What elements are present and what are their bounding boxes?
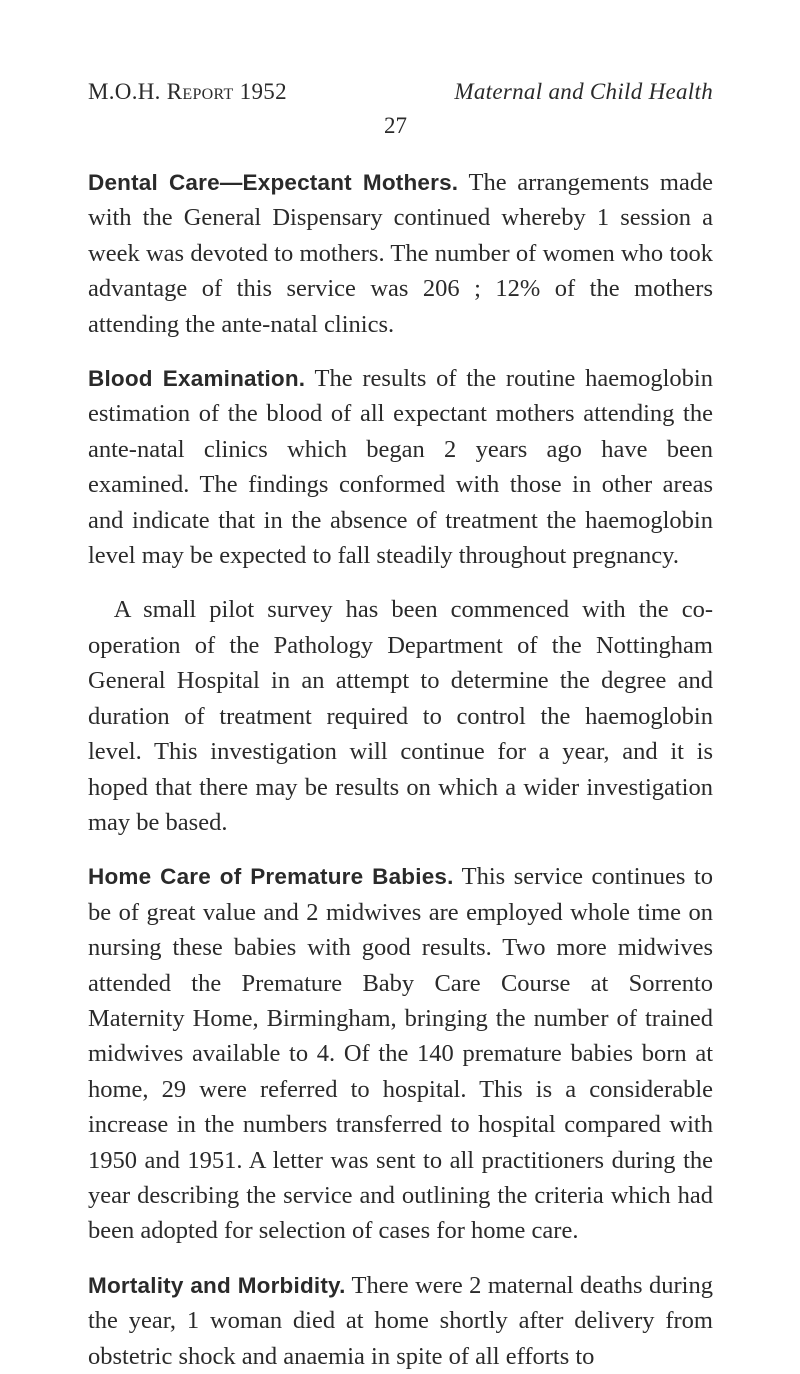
paragraph-text: There were 2 maternal deaths during the year, 1 woman died at home shortly after delivery from obstetric shock and anaemia in spite of all efforts to [88, 1271, 713, 1370]
heading-mortality-morbidity: Mortality and Morbidity. [88, 1272, 346, 1298]
paragraph-mortality-morbidity [88, 1268, 713, 1374]
heading-dental-care: Dental Care—Expectant Mothers. [88, 170, 459, 195]
paragraph-blood-examination [88, 361, 713, 573]
heading-blood-examination: Blood Examination. [88, 366, 306, 392]
document-page [88, 78, 713, 1374]
paragraph-text: A small pilot survey has been commenced with the co-operation of the Pathology Department of the Nottingham General Hospital in an attempt to determine the degree and duration of treatment required to control the haemoglobin level. This investigation will continue for a year, and it is hoped that there may be results on which a wider investigation may be based. [88, 596, 713, 836]
paragraph-text: The results of the routine haemoglobin estimation of the blood of all expectant mothers attending the ante-natal clinics which began 2 years ago have been examined. The findings conformed with those in other areas and indicate that in the absence of treatment the haemoglobin level may be expected to fall steadily throughout pregnancy. [88, 365, 713, 570]
section-title: Maternal and Child Health [454, 79, 713, 104]
paragraph-text: This service continues to be of great value and 2 midwives are employed whole time on nursing these babies with good results. Two more midwives attended the Premature Baby Care Course at Sorrento Maternity Home, Birmingham, bringing the number of trained midwives available to 4. Of the 140 premature babies born at home, 29 were referred to hospital. This is a considerable increase in the numbers transferred to hospital compared with 1950 and 1951. A letter was sent to all practitioners during the year describing the service and outlining the criteria which had been adopted for selection of cases for home care. [88, 863, 713, 1245]
report-title: M.O.H. Report 1952 [88, 79, 287, 104]
paragraph-premature-babies [88, 859, 713, 1248]
paragraph-dental-care [88, 165, 713, 342]
heading-premature-babies: Home Care of Premature Babies. [88, 864, 454, 890]
paragraph-pilot-survey [88, 592, 713, 840]
page-number: 27 [384, 113, 407, 138]
paragraph-text: The arrangements made with the General Dispensary continued whereby 1 session a week was devoted to mothers. The number of women who took advantage of this service was 206 ; 12% of the mothers attending the ante-natal clinics. [88, 169, 713, 338]
running-header [88, 78, 713, 106]
